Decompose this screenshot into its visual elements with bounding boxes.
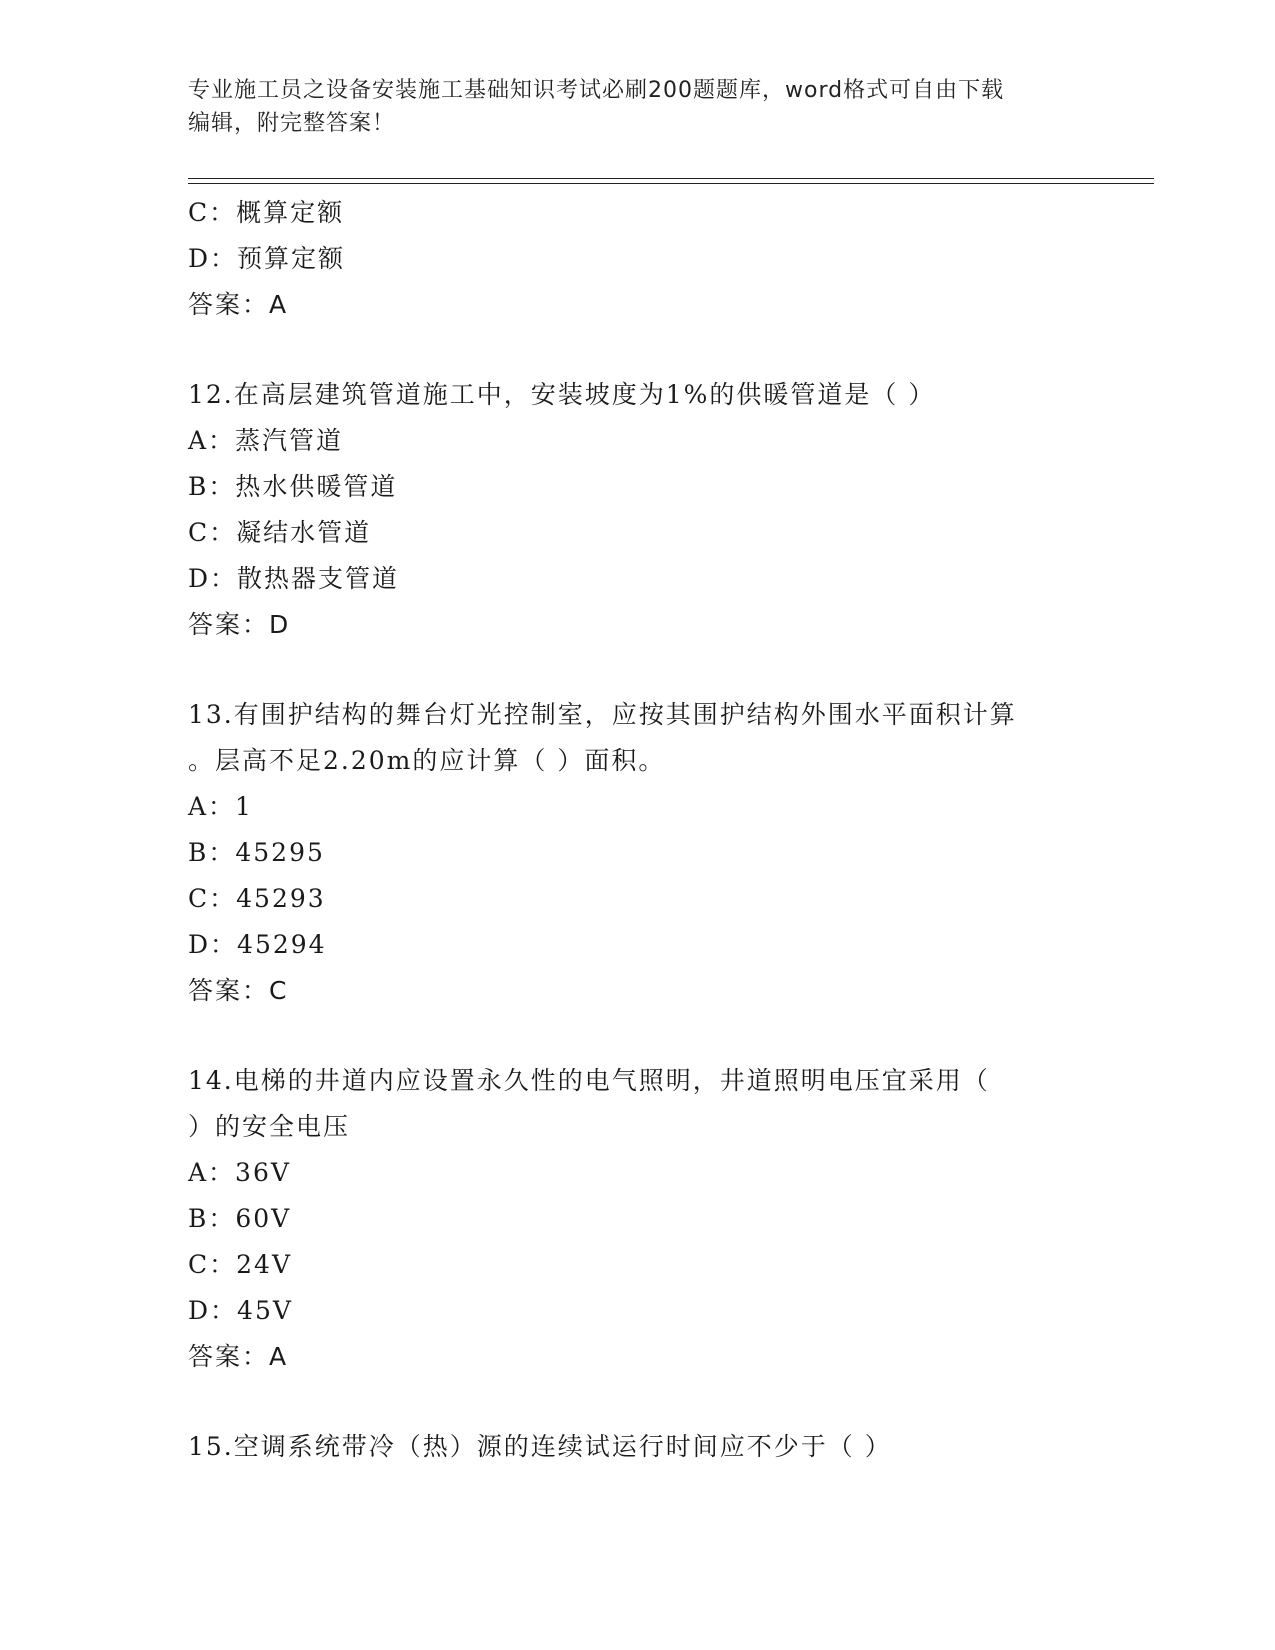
option-d: D：45V bbox=[188, 1296, 293, 1325]
option-b: B：热水供暖管道 bbox=[188, 472, 398, 501]
option-a: A：1 bbox=[188, 792, 253, 821]
answer: 答案：A bbox=[188, 1342, 289, 1371]
question-stem: 15.空调系统带冷（热）源的连续试运行时间应不少于（ ） bbox=[188, 1432, 892, 1461]
option-c: C：概算定额 bbox=[188, 198, 345, 227]
question-stem-line-1: 14.电梯的井道内应设置永久性的电气照明，井道照明电压宜采用（ bbox=[188, 1066, 990, 1095]
header-divider-top bbox=[188, 178, 1154, 179]
option-c: C：45293 bbox=[188, 884, 326, 913]
question-14 bbox=[188, 1058, 1088, 1380]
question-15 bbox=[188, 1424, 1088, 1470]
option-a: A：蒸汽管道 bbox=[188, 426, 344, 455]
option-d: D：预算定额 bbox=[188, 244, 346, 273]
question-stem-line-1: 13.有围护结构的舞台灯光控制室，应按其围护结构外围水平面积计算 bbox=[188, 700, 1017, 729]
document-header bbox=[188, 74, 1068, 140]
answer: 答案：A bbox=[188, 290, 289, 319]
question-list bbox=[188, 190, 1088, 1470]
header-title-line-2: 编辑，附完整答案！ bbox=[188, 111, 396, 136]
option-b: B：60V bbox=[188, 1204, 292, 1233]
question-stem-line-2: ）的安全电压 bbox=[188, 1112, 351, 1141]
option-c: C：24V bbox=[188, 1250, 292, 1279]
header-title-line-1: 专业施工员之设备安装施工基础知识考试必刷200题题库，word格式可自由下载 bbox=[188, 78, 1005, 103]
option-b: B：45295 bbox=[188, 838, 325, 867]
question-11-tail bbox=[188, 190, 1088, 328]
question-12 bbox=[188, 372, 1088, 648]
answer: 答案：D bbox=[188, 610, 291, 639]
question-13 bbox=[188, 692, 1088, 1014]
question-stem: 12.在高层建筑管道施工中，安装坡度为1%的供暖管道是（ ） bbox=[188, 380, 936, 409]
answer: 答案：C bbox=[188, 976, 289, 1005]
option-d: D：散热器支管道 bbox=[188, 564, 400, 593]
header-divider-bottom bbox=[188, 183, 1154, 184]
option-c: C：凝结水管道 bbox=[188, 518, 372, 547]
option-d: D：45294 bbox=[188, 930, 327, 959]
option-a: A：36V bbox=[188, 1158, 291, 1187]
question-stem-line-2: 。层高不足2.20m的应计算（ ）面积。 bbox=[188, 746, 666, 775]
